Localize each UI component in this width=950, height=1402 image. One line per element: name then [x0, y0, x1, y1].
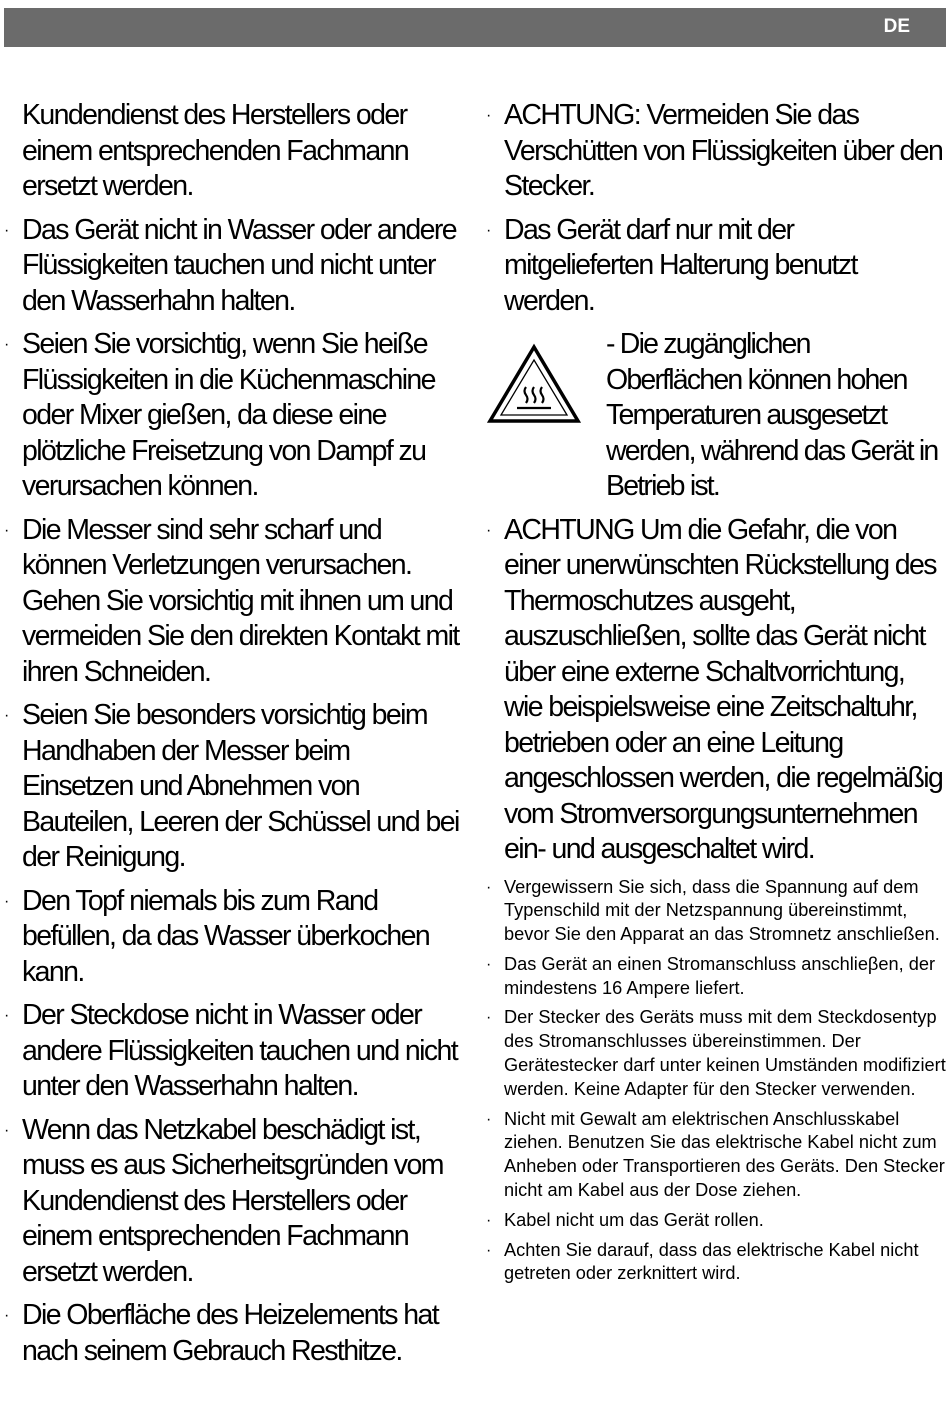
- warning-text: - Die zugänglichen Oberflächen können hohen Temperaturen ausgesetzt werden, während das Gerät in Betrieb ist.: [606, 328, 938, 502]
- bullet: ·: [4, 892, 10, 910]
- header-bar: [4, 8, 946, 47]
- bullet: ·: [486, 1110, 492, 1128]
- bullet: ·: [4, 707, 10, 724]
- bullet: ·: [486, 521, 492, 539]
- bullet: ·: [4, 221, 10, 239]
- list-item: · ACHTUNG: Vermeiden Sie das Verschütten von Flüssigkeiten über den Stecker.: [486, 99, 943, 202]
- list-item: · Das Gerät nicht in Wasser oder andere Flüssigkeiten tauchen und nicht unter den Wasserhahn halten.: [4, 213, 456, 317]
- right-column: [486, 98, 948, 1292]
- bullet: ·: [4, 1307, 10, 1324]
- bullet: ·: [4, 1121, 10, 1139]
- list-item: · Der Steckdose nicht in Wasser oder andere Flüssigkeiten tauchen und nicht unter den Wasserhahn halten.: [4, 999, 458, 1102]
- list-item: · Achten Sie darauf, dass das elektrische Kabel nicht getreten oder zerknittert wird.: [486, 1239, 919, 1284]
- list-item: · Nicht mit Gewalt am elektrischen Anschlusskabel ziehen. Benutzen Sie das elektrische Kabel nicht zum Anheben oder Transportieren des Geräts. Den Stecker nicht am Kabel aus der Dose ziehen.: [486, 1108, 945, 1201]
- language-label: DE: [883, 16, 910, 37]
- list-item: · Seien Sie vorsichtig, wenn Sie heiße Flüssigkeiten in die Küchenmaschine oder Mixer gießen, da diese eine plötzliche Freisetzung von Dampf zu verursachen können.: [4, 328, 435, 502]
- bullet: ·: [4, 1007, 10, 1024]
- left-column: [4, 98, 466, 1377]
- bullet: ·: [486, 1211, 492, 1229]
- list-item: · Die Messer sind sehr scharf und können Verletzungen verursachen. Gehen Sie vorsichtig mit ihnen um und vermeiden Sie den direkten Kontakt mit ihren Schneiden.: [4, 513, 459, 688]
- hot-surface-warning: [486, 327, 948, 505]
- bullet: ·: [486, 221, 492, 239]
- list-item: · ACHTUNG Um die Gefahr, die von einer unerwünschten Rückstellung des Thermoschutzes ausgeht, auszuschließen, sollte das Gerät nicht über eine externe Schaltvorrichtung, wie beispielsweise eine Zeitschaltuhr, betrieben oder an eine Leitung angeschlossen werden, die regelmäßig vom Stromversorgungsunternehmen ein- und ausgeschaltet wird.: [486, 513, 943, 865]
- list-item: · Seien Sie besonders vorsichtig beim Handhaben der Messer beim Einsetzen und Abnehmen von Bauteilen, Leeren der Schüssel und bei der Reinigung.: [4, 699, 459, 873]
- list-item: · Das Gerät an einen Stromanschluss anschlieβen, der mindestens 16 Ampere liefert.: [486, 953, 936, 998]
- bullet: ·: [486, 1241, 492, 1259]
- bullet: ·: [486, 878, 492, 896]
- bullet: ·: [486, 1009, 492, 1027]
- bullet: ·: [4, 521, 10, 539]
- list-item: · Der Stecker des Geräts muss mit dem Steckdosentyp des Stromanschlusses übereinstimmen. Der Gerätestecker darf unter keinen Umständen modifiziert werden. Keine Adapter für den Stecker verwenden.: [486, 1007, 946, 1099]
- list-item: · Den Topf niemals bis zum Rand befüllen, da das Wasser überkochen kann.: [4, 884, 430, 988]
- bullet: ·: [4, 336, 10, 353]
- list-item: · Das Gerät darf nur mit der mitgelieferten Halterung benutzt werden.: [486, 213, 857, 317]
- hot-surface-warning-icon: [486, 327, 606, 430]
- continuation-text: Kundendienst des Herstellers oder einem entsprechenden Fachmann ersetzt werden.: [22, 99, 409, 202]
- list-item: · Wenn das Netzkabel beschädigt ist, muss es aus Sicherheitsgründen vom Kundendienst des Herstellers oder einem entsprechenden Fachmann ersetzt werden.: [4, 1113, 443, 1288]
- list-item: · Kabel nicht um das Gerät rollen.: [486, 1209, 948, 1233]
- bullet: ·: [486, 107, 492, 124]
- bullet: ·: [486, 955, 492, 973]
- list-item: · Vergewissern Sie sich, dass die Spannung auf dem Typenschild mit der Netzspannung übereinstimmt, bevor Sie den Apparat an das Stromnetz anschließen.: [486, 876, 940, 945]
- list-item: · Die Oberfläche des Heizelements hat nach seinem Gebrauch Resthitze.: [4, 1299, 439, 1367]
